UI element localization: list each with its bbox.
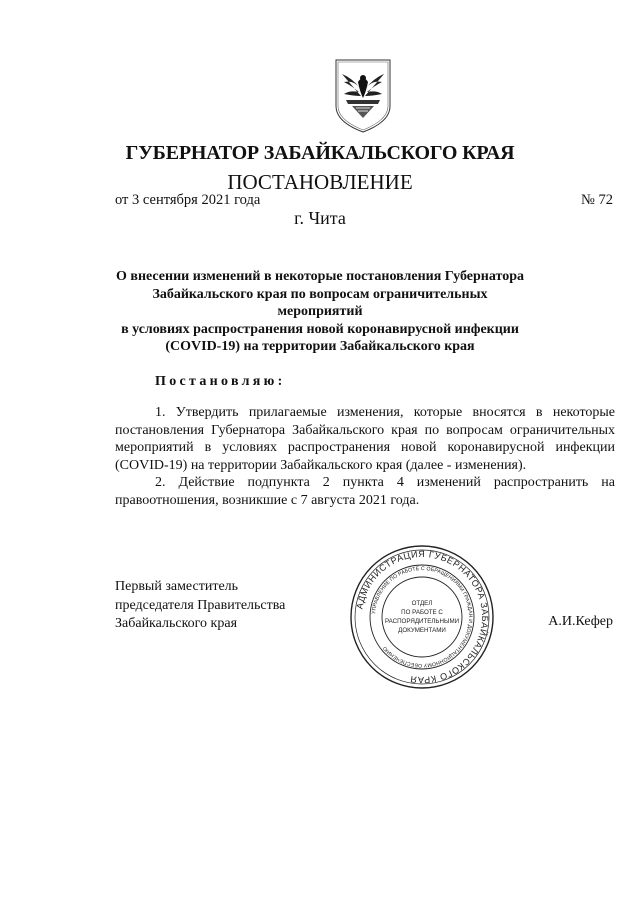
decree-heading: Постановляю: (155, 374, 286, 389)
stamp-outer-text: АДМИНИСТРАЦИЯ ГУБЕРНАТОРА ЗАБАЙКАЛЬСКОГО КРАЯ (354, 548, 491, 686)
signer-position (115, 578, 285, 634)
svg-text:УПРАВЛЕНИЕ ПО РАБОТЕ С ОБРАЩЕН (371, 566, 473, 668)
organization-title: ГУБЕРНАТОР ЗАБАЙКАЛЬСКОГО КРАЯ (125, 142, 515, 164)
signer-position-line: председателя Правительства (115, 597, 286, 613)
document-title (110, 268, 530, 356)
document-number: № 72 (581, 192, 613, 208)
paragraph: 1. Утвердить прилагаемые изменения, которые вносятся в некоторые постановления Губернатора Забайкальского края по вопросам ограничительных мероприятий в условиях распространения новой коронавирусной инфекции (COVID-19) на территории Забайкальского края (далее - изменения). (115, 405, 615, 473)
document-body (115, 404, 615, 509)
stamp-center-line: РАСПОРЯДИТЕЛЬНЫМИ (384, 618, 460, 625)
official-seal-icon (348, 543, 496, 691)
signer-position-line: Забайкальского края (115, 616, 238, 631)
paragraph: 2. Действие подпункта 2 пункта 4 изменений распространить на правоотношения, возникшие с 7 августа 2021 года. (115, 475, 615, 508)
signer-name: А.И.Кефер (548, 614, 613, 629)
title-line: (COVID-19) на территории Забайкальского края (165, 339, 475, 354)
stamp-middle-text: УПРАВЛЕНИЕ ПО РАБОТЕ С ОБРАЩЕНИЯМИ ГРАЖДАН И ДОКУМЕНТАЦИОННОМУ ОБЕСПЕЧЕНИЮ (371, 565, 474, 669)
stamp-center-line: ДОКУМЕНТАМИ (398, 627, 446, 634)
title-line: О внесении изменений в некоторые постановления Губернатора (116, 269, 524, 284)
stamp-center-line: ОТДЕЛ (411, 600, 433, 607)
document-city: г. Чита (294, 208, 346, 228)
document-type: ПОСТАНОВЛЕНИЕ (227, 170, 413, 194)
coat-of-arms-icon (330, 56, 396, 134)
stamp-center-line: ПО РАБОТЕ С (401, 609, 443, 616)
title-line: в условиях распространения новой коронавирусной инфекции (121, 321, 519, 337)
document-date: от 3 сентября 2021 года (115, 192, 261, 208)
signer-position-line: Первый заместитель (115, 579, 239, 594)
title-line: Забайкальского края по вопросам ограничительных мероприятий (152, 286, 488, 319)
